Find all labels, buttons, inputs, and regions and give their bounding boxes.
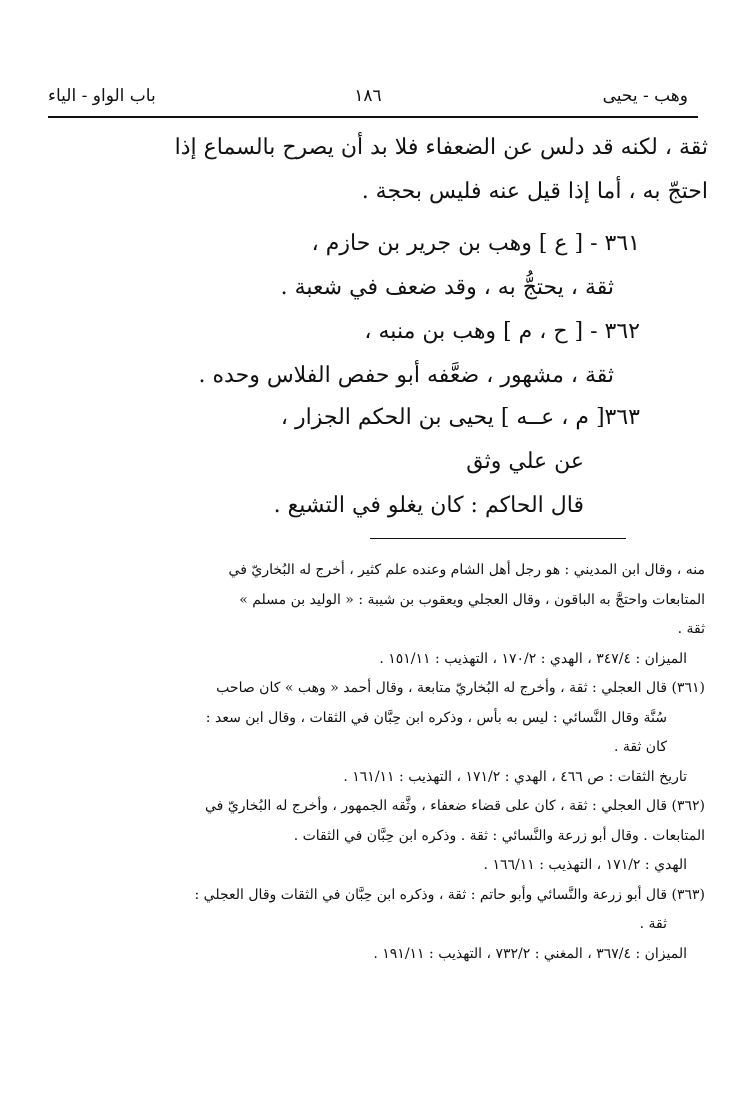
- footnote-line: ثقة .: [677, 621, 705, 637]
- entry-body-line: عن علي وثق: [466, 449, 584, 474]
- footnote-line: كان ثقة .: [613, 739, 667, 755]
- entry-heading: وهب بن منبه ،: [364, 319, 497, 344]
- entry-body-line: ثقة ، يحتجُّ به ، وقد ضعف في شعبة .: [280, 275, 614, 300]
- entry-heading: وهب بن جرير بن حازم ،: [311, 231, 532, 256]
- header-section-title: وهب - يحيى: [602, 86, 688, 106]
- footnote-source-line: الميزان : ٣٦٧/٤ ، المغني : ٧٣٢/٢ ، التهذيب : ١٩١/١١ .: [373, 945, 687, 962]
- entry-363: [70, 396, 640, 528]
- entry-body-line: ثقة ، مشهور ، ضعَّفه أبو حفص الفلاس وحده .: [198, 363, 614, 388]
- page-number: ١٨٦: [354, 86, 382, 106]
- main-text-continuation: [88, 126, 708, 214]
- footnote-line: سُنَّة وقال النَّسائي : ليس به بأس ، وذكره ابن حِبَّان في الثقات ، وقال ابن سعد :: [205, 709, 667, 726]
- entry-heading-line: [70, 310, 640, 354]
- text-line: احتجّ به ، أما إذا قيل عنه فليس بحجة .: [361, 179, 708, 204]
- entry-number: ٣٦١ - [ ع ]: [538, 231, 640, 256]
- entry-number: ٣٦٣[ م ، عــه ]: [500, 405, 640, 430]
- footnote-line: (٣٦٣) قال أبو زرعة والنَّسائي وأبو حاتم : ثقة ، وذكره ابن حِبَّان في الثقات وقال العجلي :: [194, 886, 705, 903]
- footnote-line: (٣٦٢) قال العجلي : ثقة ، كان على قضاء ضعفاء ، وثَّقه الجمهور ، وأخرج له البُخاريّ في: [205, 798, 705, 814]
- entry-heading: يحيى بن الحكم الجزار ،: [280, 405, 494, 430]
- entry-heading-line: [70, 222, 640, 266]
- footnote-line: ثقة .: [639, 916, 667, 932]
- footnote-line: المتابعات واحتجَّ به الباقون ، وقال العجلي ويعقوب بن شيبة : « الوليد بن مسلم »: [239, 591, 705, 608]
- footnote-rule: [370, 538, 626, 539]
- entry-heading-line: [70, 396, 640, 440]
- text-line: ثقة ، لكنه قد دلس عن الضعفاء فلا بد أن يصرح بالسماع إذا: [174, 135, 708, 160]
- running-header: [48, 86, 688, 114]
- footnote-source-line: تاريخ الثقات : ص ٤٦٦ ، الهدي : ١٧١/٢ ، التهذيب : ١٦١/١١ .: [343, 768, 687, 785]
- footnote-source-line: الميزان : ٣٤٧/٤ ، الهدي : ١٧٠/٢ ، التهذيب : ١٥١/١١ .: [379, 650, 687, 667]
- footnote-line: (٣٦١) قال العجلي : ثقة ، وأخرج له البُخاريّ متابعة ، وقال أحمد « وهب » كان صاحب: [216, 680, 705, 696]
- entry-body-line: قال الحاكم : كان يغلو في التشيع .: [273, 493, 584, 518]
- footnote-line: المتابعات . وقال أبو زرعة والنَّسائي : ثقة . وذكره ابن حِبَّان في الثقات .: [293, 827, 705, 844]
- entry-362: [70, 310, 640, 398]
- header-chapter-title: باب الواو - الياء: [48, 86, 156, 106]
- header-rule: [48, 116, 698, 118]
- footnote-line: منه ، وقال ابن المديني : هو رجل أهل الشام وعنده علم كثير ، أخرج له البُخاريّ في: [228, 562, 705, 578]
- entry-number: ٣٦٢ - [ ح ، م ]: [503, 319, 640, 344]
- footnote-source-line: الهدي : ١٧١/٢ ، التهذيب : ١٦٦/١١ .: [483, 857, 687, 873]
- footnotes: [55, 556, 705, 969]
- entry-361: [70, 222, 640, 310]
